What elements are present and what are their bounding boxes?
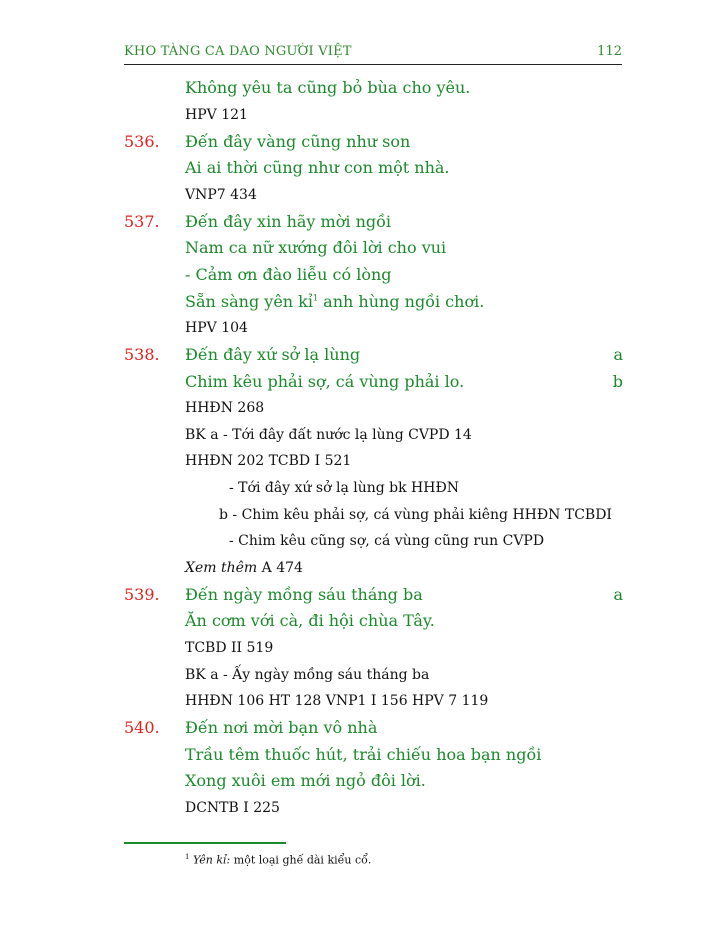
footnote-separator	[124, 842, 286, 844]
verse-text: Sẵn sàng yên kỉ	[185, 292, 313, 311]
source-line: BK a - Ấy ngày mồng sáu tháng ba	[185, 667, 430, 683]
see-also-label: Xem thêm	[185, 560, 258, 576]
verse-line: Đến ngày mồng sáu tháng ba	[185, 585, 423, 604]
verse-line: Đến đây vàng cũng như son	[185, 132, 411, 151]
footnote	[185, 853, 371, 867]
source-line: HHĐN 268	[185, 400, 265, 416]
source-line: HPV 104	[185, 320, 248, 336]
source-line: DCNTB I 225	[185, 800, 280, 816]
footnote-text: một loại ghế dài kiểu cổ.	[230, 853, 372, 867]
verse-line: Ai ai thời cũng như con một nhà.	[185, 158, 450, 177]
verse-line: Đến nơi mời bạn vô nhà	[185, 718, 378, 737]
see-also-line	[185, 560, 303, 576]
entry-number: 539.	[124, 585, 160, 604]
variant-line: - Tới đây xứ sở lạ lùng bk HHĐN	[229, 480, 460, 496]
verse-line: Đến đây xứ sở lạ lùng	[185, 345, 361, 364]
entry-number: 540.	[124, 718, 160, 737]
verse-line: Nam ca nữ xướng đôi lời cho vui	[185, 238, 447, 257]
entry-number: 537.	[124, 212, 160, 231]
verse-line	[185, 292, 484, 311]
footnote-number: 1	[185, 853, 190, 861]
variant-marker: a	[613, 345, 623, 364]
entry-number: 536.	[124, 132, 160, 151]
source-line: VNP7 434	[185, 187, 257, 203]
verse-line: - Cảm ơn đào liễu có lòng	[185, 265, 392, 284]
book-title: KHO TÀNG CA DAO NGƯỜI VIỆT	[124, 44, 352, 59]
footnote-term: Yên kỉ:	[192, 853, 231, 867]
verse-text: anh hùng ngồi chơi.	[318, 292, 485, 311]
variant-line: - Chim kêu cũng sợ, cá vùng cũng run CVPD	[229, 533, 545, 549]
entry-number: 538.	[124, 345, 160, 364]
variant-line: b - Chim kêu phải sợ, cá vùng phải kiêng HHĐN TCBDI	[219, 507, 612, 523]
source-line: HHĐN 106 HT 128 VNP1 I 156 HPV 7 119	[185, 693, 489, 709]
variant-marker: a	[613, 585, 623, 604]
footnote-ref: 1	[312, 293, 319, 303]
running-header	[124, 44, 622, 65]
source-line: HPV 121	[185, 107, 248, 123]
verse-line: Ăn cơm với cà, đi hội chùa Tây.	[185, 611, 435, 630]
page-number: 112	[597, 44, 622, 59]
source-line: HHĐN 202 TCBD I 521	[185, 453, 352, 469]
verse-line: Chim kêu phải sợ, cá vùng phải lo.	[185, 372, 465, 391]
variant-marker: b	[612, 372, 623, 391]
see-also-ref: A 474	[257, 560, 303, 576]
source-line: BK a - Tới đây đất nước lạ lùng CVPD 14	[185, 427, 472, 443]
verse-line: Không yêu ta cũng bỏ bùa cho yêu.	[185, 78, 471, 97]
verse-line: Đến đây xin hãy mời ngồi	[185, 212, 392, 231]
source-line: TCBD II 519	[185, 640, 274, 656]
verse-line: Xong xuôi em mới ngỏ đôi lời.	[185, 771, 426, 790]
verse-line: Trầu têm thuốc hút, trải chiếu hoa bạn ngồi	[185, 745, 542, 764]
